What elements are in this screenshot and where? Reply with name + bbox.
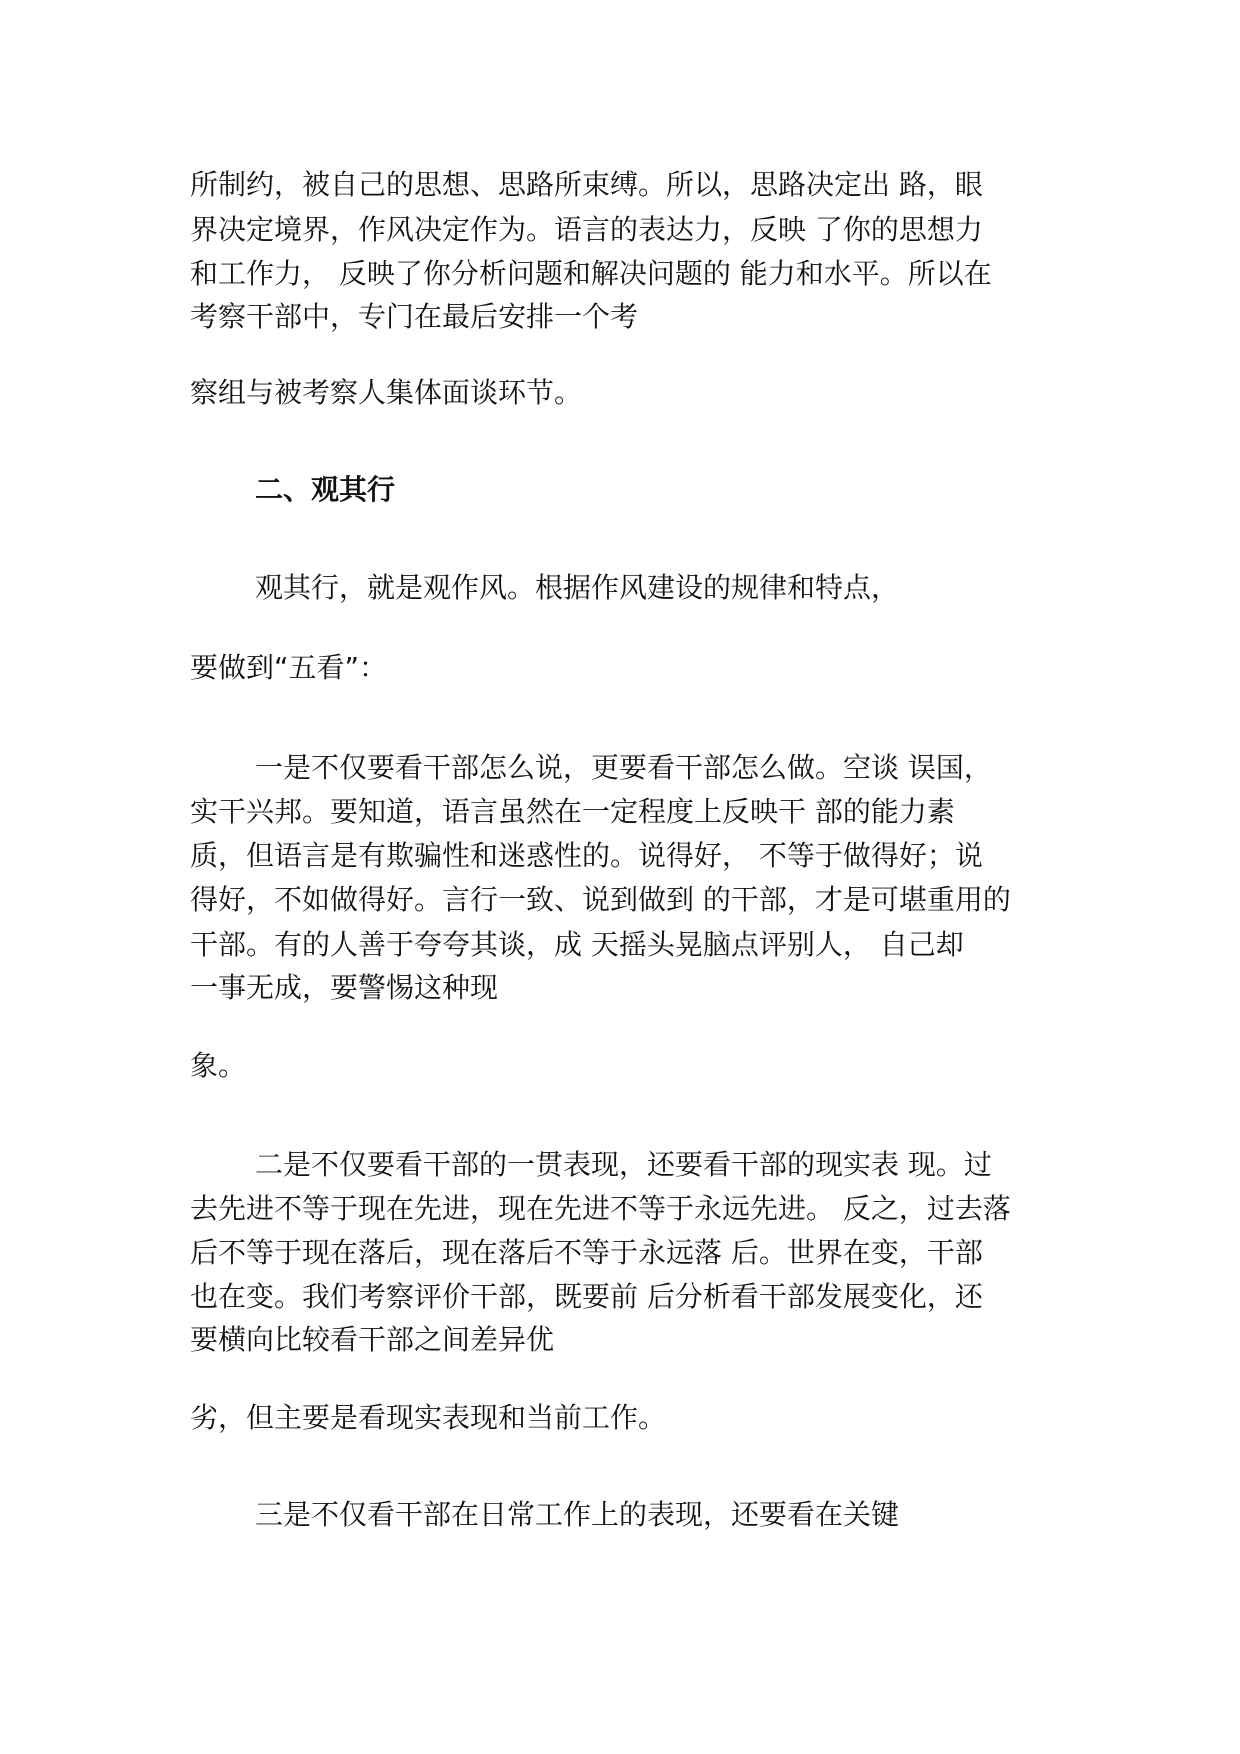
text-line: 界决定境界，作风决定作为。语言的表达力，反映 了你的思想力 (190, 213, 983, 246)
text-line: 三是不仅看干部在日常工作上的表现，还要看在关键 (255, 1498, 900, 1531)
text-line: 观其行，就是观作风。根据作风建设的规律和特点， (255, 571, 900, 604)
text-line: 去先进不等于现在先进，现在先进不等于永远先进。 反之，过去落 (190, 1192, 1011, 1225)
text-line: 干部。有的人善于夸夸其谈，成 天摇头晃脑点评别人， 自己却 (190, 928, 964, 961)
text-line: 得好，不如做得好。言行一致、说到做到 的干部，才是可堪重用的 (190, 883, 1011, 916)
text-line: 一是不仅要看干部怎么说，更要看干部怎么做。空谈 误国， (255, 751, 992, 784)
text-line: 也在变。我们考察评价干部，既要前 后分析看干部发展变化，还 (190, 1280, 983, 1313)
text-line: 要做到“五看”： (190, 651, 388, 684)
text-line: 一事无成，要警惕这种现 (190, 971, 499, 1004)
text-line: 考察干部中，专门在最后安排一个考 (190, 300, 639, 333)
text-line: 所制约，被自己的思想、思路所束缚。所以，思路决定出 路，眼 (190, 168, 983, 201)
text-line: 劣，但主要是看现实表现和当前工作。 (190, 1401, 667, 1434)
text-line: 实干兴邦。要知道，语言虽然在一定程度上反映干 部的能力素 (190, 795, 955, 828)
text-line: 和工作力， 反映了你分析问题和解决问题的 能力和水平。所以在 (190, 257, 992, 290)
text-line: 要横向比较看干部之间差异优 (190, 1323, 555, 1356)
text-line: 象。 (190, 1049, 247, 1082)
text-line: 察组与被考察人集体面谈环节。 (190, 376, 583, 409)
text-line: 质，但语言是有欺骗性和迷惑性的。说得好， 不等于做得好；说 (190, 839, 983, 872)
section-heading: 二、观其行 (255, 473, 396, 506)
text-line: 二是不仅要看干部的一贯表现，还要看干部的现实表 现。过 (255, 1148, 992, 1181)
text-line: 后不等于现在落后，现在落后不等于永远落 后。世界在变，干部 (190, 1236, 983, 1269)
